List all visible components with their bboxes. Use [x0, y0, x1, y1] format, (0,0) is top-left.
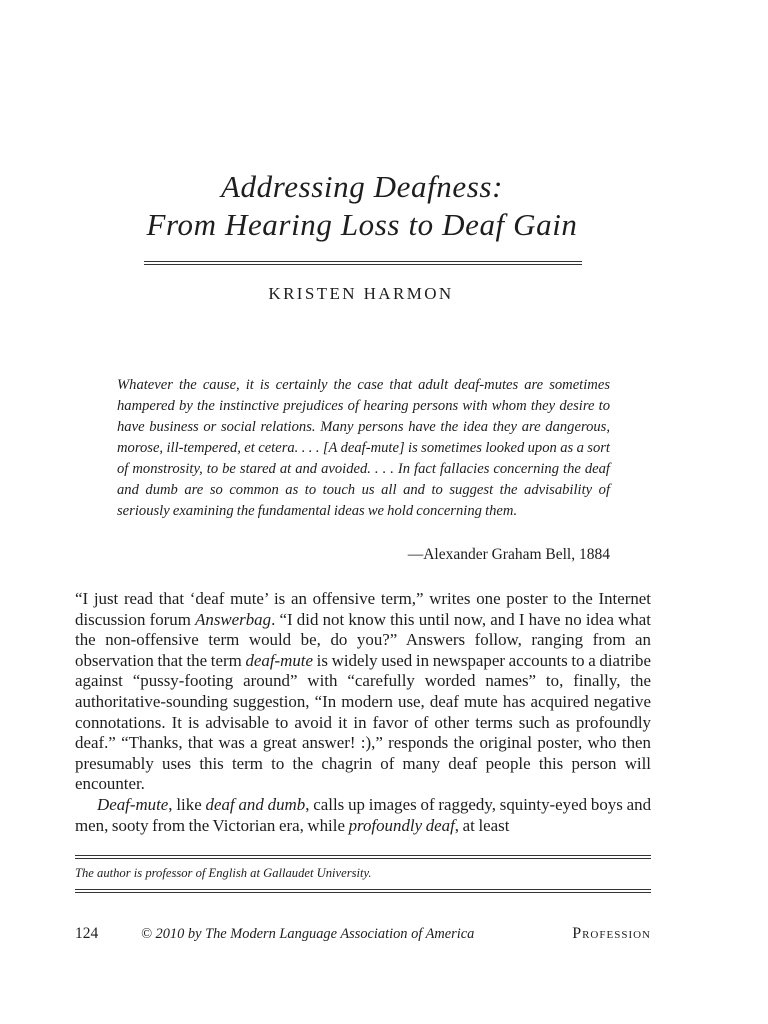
- title-line-1: Addressing Deafness:: [220, 169, 504, 204]
- text-run: , at least: [454, 815, 510, 835]
- page-footer: [75, 924, 651, 944]
- article-title: [0, 168, 724, 244]
- body-paragraph-1: [75, 589, 651, 795]
- epigraph: [117, 375, 610, 522]
- author-footnote: The author is professor of English at Gallaudet University.: [75, 866, 372, 880]
- italic-run: Deaf-mute: [97, 794, 169, 814]
- author-name: KRISTEN HARMON: [268, 284, 454, 303]
- italic-run: profoundly deaf: [348, 815, 455, 835]
- footnote-bottom-rule: [75, 889, 651, 893]
- epigraph-attribution: —Alexander Graham Bell, 1884: [407, 546, 610, 563]
- epigraph-text: Whatever the cause, it is certainly the case that adult deaf-mutes are sometimes hampered by the instinctive prejudices of hearing persons with whom they desire to have business or social relations. Many persons have the idea they are dangerous, morose, ill-tempered, et cetera. . . . [A deaf-mute] is sometimes looked upon as a sort of monstrosity, to be stared at and avoided. . . . In fact fallacies concerning the deaf and dumb are so common as to touch us all and to suggest the advisability of seriously examining the fundamental ideas we hold concerning them.: [117, 377, 610, 519]
- body-paragraph-2: [75, 795, 651, 836]
- italic-run: Answerbag: [195, 609, 272, 629]
- title-line-2: From Hearing Loss to Deaf Gain: [146, 207, 578, 242]
- text-run: , like: [168, 794, 206, 814]
- journal-name: Profession: [572, 925, 651, 942]
- italic-run: deaf and dumb: [205, 794, 306, 814]
- copyright-notice: © 2010 by The Modern Language Association of America: [141, 926, 475, 942]
- text-run: . “I did not know this until now, and I have no idea what the non-offensive term would be, do you?” Answers follow, ranging from an observation that the term: [75, 609, 651, 670]
- text-run: is widely used in newspaper accounts to a diatribe against “pussy-footing around” with “carefully worded names” to, finally, the authoritative-sounding suggestion, “In modern use, deaf mute has acquired negative connotations. It is advisable to avoid it in favor of other terms such as profoundly deaf.” “Thanks, that was a great answer! :),” responds the original poster, who then presumably uses this term to the chagrin of many deaf people this person will encounter.: [75, 650, 651, 794]
- italic-run: deaf-mute: [245, 650, 313, 670]
- title-divider: [144, 261, 582, 265]
- article-body: [75, 589, 651, 836]
- footnote-top-rule: [75, 855, 651, 859]
- text-run: , calls up images of raggedy, squinty-eyed boys and men, sooty from the Victorian era, while: [75, 794, 652, 835]
- page-number: 124: [75, 925, 99, 942]
- text-run: “I just read that ‘deaf mute’ is an offensive term,” writes one poster to the Internet discussion forum: [75, 589, 651, 629]
